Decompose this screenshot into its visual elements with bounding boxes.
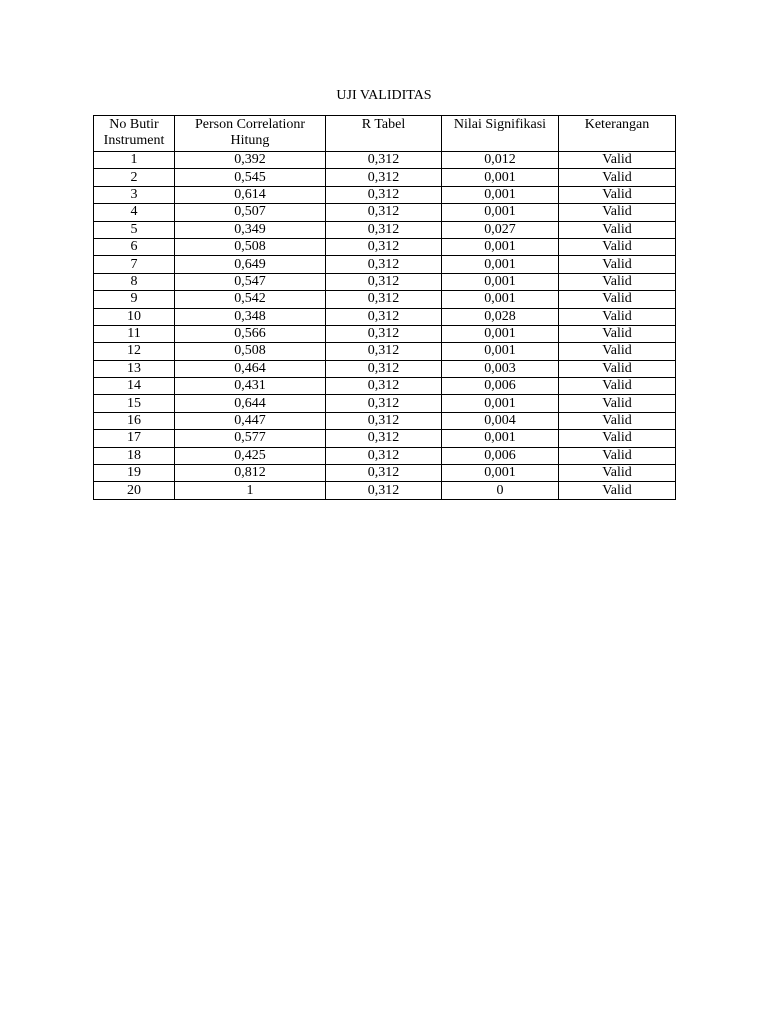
cell-r-tabel: 0,312 — [326, 152, 442, 169]
table-header-row — [94, 116, 676, 152]
cell-no-butir: 13 — [94, 360, 175, 377]
cell-no-butir: 17 — [94, 430, 175, 447]
cell-keterangan: Valid — [559, 256, 676, 273]
cell-keterangan: Valid — [559, 291, 676, 308]
cell-person-correlation: 0,649 — [175, 256, 326, 273]
cell-nilai-signifikasi: 0,027 — [442, 221, 559, 238]
cell-person-correlation: 0,508 — [175, 343, 326, 360]
table-row — [94, 430, 676, 447]
cell-person-correlation: 0,644 — [175, 395, 326, 412]
cell-person-correlation: 0,614 — [175, 186, 326, 203]
cell-nilai-signifikasi: 0 — [442, 482, 559, 499]
cell-r-tabel: 0,312 — [326, 169, 442, 186]
cell-nilai-signifikasi: 0,001 — [442, 169, 559, 186]
cell-no-butir: 5 — [94, 221, 175, 238]
cell-keterangan: Valid — [559, 465, 676, 482]
cell-keterangan: Valid — [559, 395, 676, 412]
cell-r-tabel: 0,312 — [326, 482, 442, 499]
cell-r-tabel: 0,312 — [326, 343, 442, 360]
cell-nilai-signifikasi: 0,001 — [442, 256, 559, 273]
cell-keterangan: Valid — [559, 308, 676, 325]
cell-keterangan: Valid — [559, 430, 676, 447]
cell-person-correlation: 0,547 — [175, 273, 326, 290]
table-row — [94, 256, 676, 273]
cell-nilai-signifikasi: 0,001 — [442, 273, 559, 290]
cell-person-correlation: 0,348 — [175, 308, 326, 325]
cell-person-correlation: 0,566 — [175, 325, 326, 342]
cell-nilai-signifikasi: 0,001 — [442, 465, 559, 482]
table-row — [94, 169, 676, 186]
cell-r-tabel: 0,312 — [326, 308, 442, 325]
cell-no-butir: 1 — [94, 152, 175, 169]
cell-keterangan: Valid — [559, 360, 676, 377]
cell-nilai-signifikasi: 0,004 — [442, 412, 559, 429]
cell-keterangan: Valid — [559, 378, 676, 395]
cell-person-correlation: 0,431 — [175, 378, 326, 395]
cell-person-correlation: 0,464 — [175, 360, 326, 377]
cell-nilai-signifikasi: 0,001 — [442, 430, 559, 447]
page-title: UJI VALIDITAS — [336, 88, 432, 103]
cell-no-butir: 8 — [94, 273, 175, 290]
cell-no-butir: 19 — [94, 465, 175, 482]
cell-person-correlation: 0,812 — [175, 465, 326, 482]
cell-r-tabel: 0,312 — [326, 273, 442, 290]
cell-no-butir: 11 — [94, 325, 175, 342]
cell-nilai-signifikasi: 0,001 — [442, 204, 559, 221]
cell-person-correlation: 0,542 — [175, 291, 326, 308]
table-row — [94, 465, 676, 482]
header-person-correlation: Person Correlationr Hitung — [175, 116, 326, 152]
cell-nilai-signifikasi: 0,001 — [442, 186, 559, 203]
cell-no-butir: 7 — [94, 256, 175, 273]
cell-person-correlation: 0,545 — [175, 169, 326, 186]
cell-no-butir: 16 — [94, 412, 175, 429]
cell-no-butir: 4 — [94, 204, 175, 221]
table-row — [94, 291, 676, 308]
cell-keterangan: Valid — [559, 325, 676, 342]
cell-no-butir: 18 — [94, 447, 175, 464]
cell-keterangan: Valid — [559, 238, 676, 255]
header-r-tabel: R Tabel — [326, 116, 442, 152]
cell-no-butir: 2 — [94, 169, 175, 186]
cell-no-butir: 10 — [94, 308, 175, 325]
table-row — [94, 378, 676, 395]
cell-nilai-signifikasi: 0,003 — [442, 360, 559, 377]
cell-keterangan: Valid — [559, 152, 676, 169]
cell-no-butir: 12 — [94, 343, 175, 360]
cell-keterangan: Valid — [559, 447, 676, 464]
cell-nilai-signifikasi: 0,001 — [442, 238, 559, 255]
cell-person-correlation: 0,392 — [175, 152, 326, 169]
cell-person-correlation: 0,507 — [175, 204, 326, 221]
cell-r-tabel: 0,312 — [326, 447, 442, 464]
table-row — [94, 238, 676, 255]
cell-r-tabel: 0,312 — [326, 204, 442, 221]
header-keterangan: Keterangan — [559, 116, 676, 152]
cell-r-tabel: 0,312 — [326, 378, 442, 395]
table-row — [94, 152, 676, 169]
cell-nilai-signifikasi: 0,012 — [442, 152, 559, 169]
cell-nilai-signifikasi: 0,001 — [442, 395, 559, 412]
cell-no-butir: 20 — [94, 482, 175, 499]
cell-no-butir: 3 — [94, 186, 175, 203]
cell-person-correlation: 0,447 — [175, 412, 326, 429]
cell-r-tabel: 0,312 — [326, 465, 442, 482]
cell-no-butir: 15 — [94, 395, 175, 412]
table-row — [94, 447, 676, 464]
table-row — [94, 325, 676, 342]
cell-person-correlation: 0,577 — [175, 430, 326, 447]
cell-r-tabel: 0,312 — [326, 256, 442, 273]
table-row — [94, 395, 676, 412]
cell-nilai-signifikasi: 0,006 — [442, 447, 559, 464]
cell-person-correlation: 0,425 — [175, 447, 326, 464]
cell-r-tabel: 0,312 — [326, 186, 442, 203]
cell-r-tabel: 0,312 — [326, 430, 442, 447]
cell-r-tabel: 0,312 — [326, 395, 442, 412]
cell-no-butir: 6 — [94, 238, 175, 255]
cell-keterangan: Valid — [559, 204, 676, 221]
table-row — [94, 343, 676, 360]
table-row — [94, 204, 676, 221]
validity-table — [93, 115, 676, 500]
cell-r-tabel: 0,312 — [326, 325, 442, 342]
cell-keterangan: Valid — [559, 169, 676, 186]
cell-nilai-signifikasi: 0,028 — [442, 308, 559, 325]
table-row — [94, 308, 676, 325]
table-body — [94, 152, 676, 500]
cell-no-butir: 9 — [94, 291, 175, 308]
cell-nilai-signifikasi: 0,006 — [442, 378, 559, 395]
table-row — [94, 412, 676, 429]
cell-r-tabel: 0,312 — [326, 238, 442, 255]
cell-nilai-signifikasi: 0,001 — [442, 325, 559, 342]
header-nilai-signifikasi: Nilai Signifikasi — [442, 116, 559, 152]
table-row — [94, 360, 676, 377]
cell-person-correlation: 0,349 — [175, 221, 326, 238]
cell-keterangan: Valid — [559, 343, 676, 360]
cell-r-tabel: 0,312 — [326, 221, 442, 238]
cell-person-correlation: 1 — [175, 482, 326, 499]
cell-r-tabel: 0,312 — [326, 360, 442, 377]
cell-nilai-signifikasi: 0,001 — [442, 291, 559, 308]
header-no-butir-instrument: No Butir Instrument — [94, 116, 175, 152]
cell-keterangan: Valid — [559, 412, 676, 429]
cell-keterangan: Valid — [559, 186, 676, 203]
cell-r-tabel: 0,312 — [326, 291, 442, 308]
cell-no-butir: 14 — [94, 378, 175, 395]
cell-person-correlation: 0,508 — [175, 238, 326, 255]
cell-nilai-signifikasi: 0,001 — [442, 343, 559, 360]
table-row — [94, 482, 676, 499]
cell-keterangan: Valid — [559, 221, 676, 238]
cell-r-tabel: 0,312 — [326, 412, 442, 429]
cell-keterangan: Valid — [559, 273, 676, 290]
cell-keterangan: Valid — [559, 482, 676, 499]
table-row — [94, 273, 676, 290]
table-row — [94, 221, 676, 238]
table-row — [94, 186, 676, 203]
